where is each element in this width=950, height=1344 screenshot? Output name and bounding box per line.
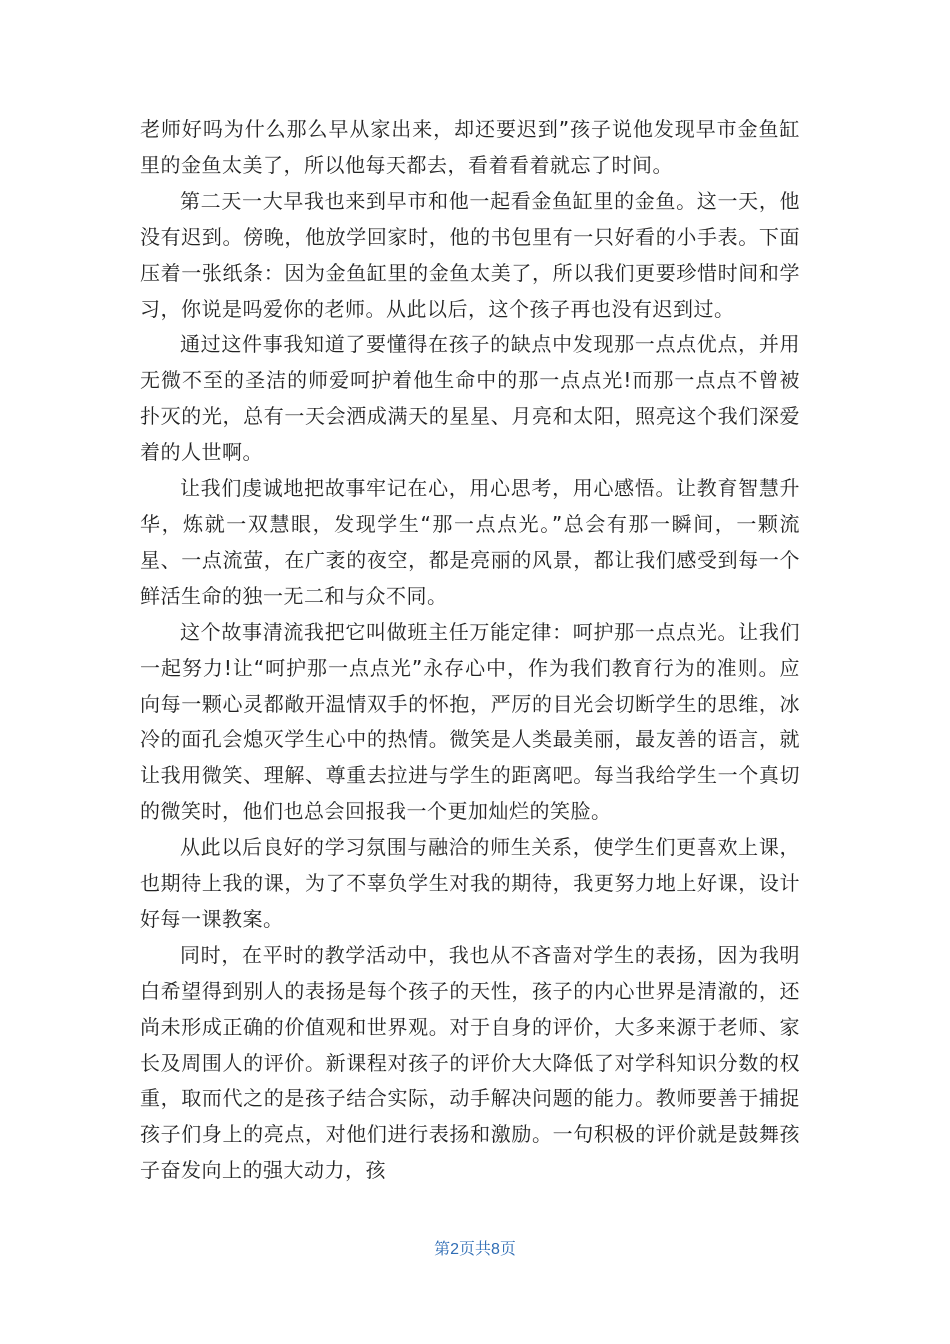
paragraph-continued: 老师好吗为什么那么早从家出来，却还要迟到”孩子说他发现早市金鱼缸里的金鱼太美了，所以他每天都去，看着看着就忘了时间。 (140, 117, 800, 177)
paragraph: 同时，在平时的教学活动中，我也从不吝啬对学生的表扬，因为我明白希望得到别人的表扬是每个孩子的天性，孩子的内心世界是清澈的，还尚未形成正确的价值观和世界观。对于自身的评价，大多来源于老师、家长及周围人的评价。新课程对孩子的评价大大降低了对学科知识分数的权重，取而代之的是孩子结合实际，动手解决问题的能力。教师要善于捕捉孩子们身上的亮点，对他们进行表扬和激励。一句积极的评价就是鼓舞孩子奋发向上的强大动力，孩 (140, 942, 800, 1183)
paragraph: 从此以后良好的学习氛围与融洽的师生关系，使学生们更喜欢上课，也期待上我的课，为了不辜负学生对我的期待，我更努力地上好课，设计好每一课教案。 (140, 835, 800, 931)
document-body (140, 112, 800, 1189)
paragraph: 让我们虔诚地把故事牢记在心，用心思考，用心感悟。让教育智慧升华，炼就一双慧眼，发现学生“那一点点光。”总会有那一瞬间，一颗流星、一点流萤，在广袤的夜空，都是亮丽的风景，都让我们感受到每一个鲜活生命的独一无二和与众不同。 (140, 476, 800, 608)
paragraph: 这个故事清流我把它叫做班主任万能定律：呵护那一点点光。让我们一起努力!让“呵护那一点点光”永存心中，作为我们教育行为的准则。应向每一颗心灵都敞开温情双手的怀抱，严厉的目光会切断学生的思维，冰冷的面孔会熄灭学生心中的热情。微笑是人类最美丽，最友善的语言，就让我用微笑、理解、尊重去拉进与学生的距离吧。每当我给学生一个真切的微笑时，他们也总会回报我一个更加灿烂的笑脸。 (140, 619, 800, 824)
page-number-footer: 第2页共8页 (434, 1241, 516, 1258)
paragraph: 通过这件事我知道了要懂得在孩子的缺点中发现那一点点优点，并用无微不至的圣洁的师爱呵护着他生命中的那一点点光!而那一点点不曾被扑灭的光，总有一天会洒成满天的星星、月亮和太阳，照亮这个我们深爱着的人世啊。 (140, 332, 800, 465)
paragraph: 第二天一大早我也来到早市和他一起看金鱼缸里的金鱼。这一天，他没有迟到。傍晚，他放学回家时，他的书包里有一只好看的小手表。下面压着一张纸条：因为金鱼缸里的金鱼太美了，所以我们更要珍惜时间和学习，你说是吗爱你的老师。从此以后，这个孩子再也没有迟到过。 (140, 188, 800, 321)
